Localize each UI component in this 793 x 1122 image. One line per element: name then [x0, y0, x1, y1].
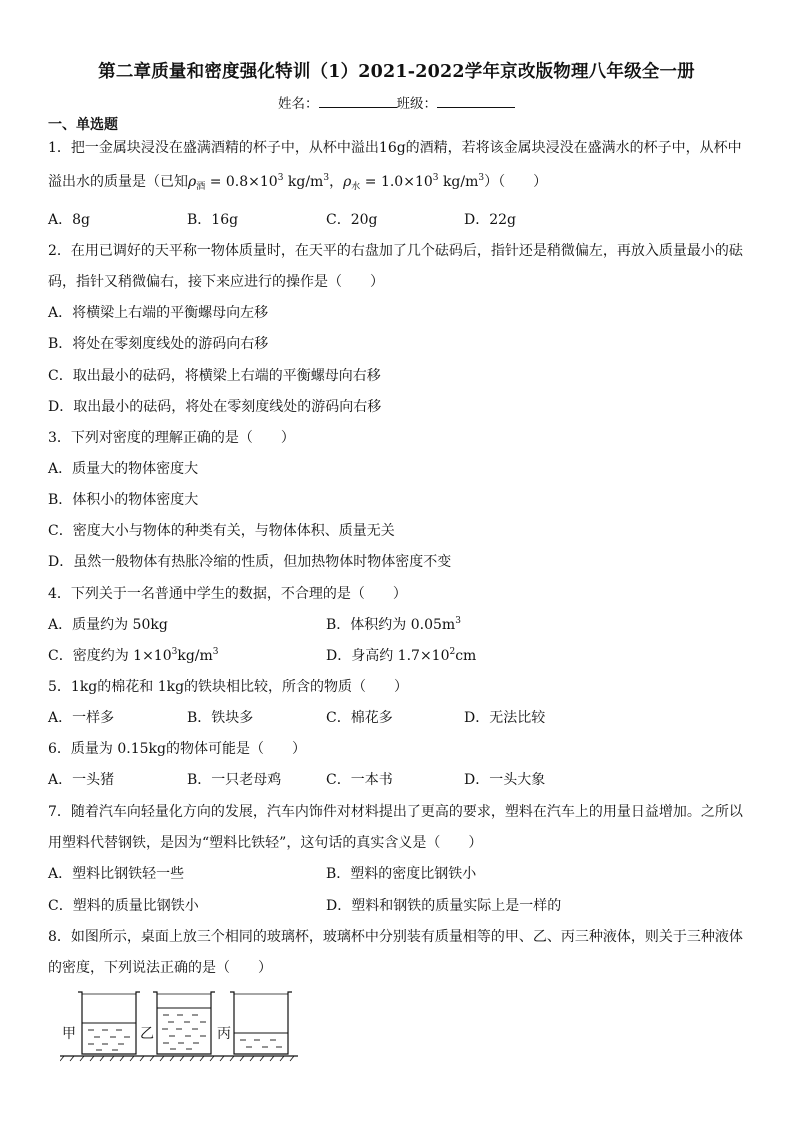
q4-option-b[interactable]: B．体积约为 $0.05m^3$ — [326, 616, 461, 633]
glass-jia — [78, 992, 140, 1054]
q7-option-a[interactable]: A．塑料比钢铁轻一些 — [48, 866, 185, 882]
page-title: 第二章质量和密度强化特训（1）2021-2022学年京改版物理八年级全一册 — [98, 62, 695, 82]
q5-option-d[interactable]: D．无法比较 — [464, 710, 546, 726]
q2-line-2: 码，指针又稍微偏右，接下来应进行的操作是（ ） — [48, 274, 384, 290]
q4-option-d[interactable]: D．身高约 $1.7\times 10^2cm$ — [326, 647, 477, 664]
q8-line-2: 的密度，下列说法正确的是（ ） — [48, 960, 272, 976]
q7-option-d[interactable]: D．塑料和钢铁的质量实际上是一样的 — [326, 898, 562, 914]
q1-option-a[interactable]: A．8g — [48, 212, 90, 228]
q1-formula: $\rho_酒 = 0.8\times 10^3$ $kg/m^3$，$\rho_水 = 1.0\times 10^3$ $kg/m^3$）（ ） — [188, 173, 548, 192]
name-blank[interactable] — [319, 95, 397, 108]
q7-option-c[interactable]: C．塑料的质量比钢铁小 — [48, 898, 199, 914]
q5-option-a[interactable]: A．一样多 — [48, 710, 115, 726]
q7-line-2: 用塑料代替钢铁，是因为“塑料比铁轻”，这句话的真实含义是（ ） — [48, 835, 483, 851]
name-label: 姓名： — [278, 96, 319, 112]
q1-line-2 — [48, 173, 547, 191]
q3-option-d[interactable]: D．虽然一般物体有热胀冷缩的性质，但加热物体时物体密度不变 — [48, 554, 452, 570]
section-heading: 一、单选题 — [48, 117, 118, 133]
q6-option-a[interactable]: A．一头猪 — [48, 772, 115, 788]
q2-option-b[interactable]: B．将处在零刻度线处的游码向右移 — [48, 336, 269, 352]
q1-option-d[interactable]: D．22g — [464, 212, 517, 228]
label-yi: 乙 — [140, 1026, 154, 1042]
q3-option-b[interactable]: B．体积小的物体密度大 — [48, 492, 199, 508]
q7-option-b[interactable]: B．塑料的密度比钢铁小 — [326, 866, 477, 882]
q5-option-c[interactable]: C．棉花多 — [326, 710, 393, 726]
q1-option-c[interactable]: C．20g — [326, 212, 378, 228]
q3-option-a[interactable]: A．质量大的物体密度大 — [48, 461, 199, 477]
q3-option-c[interactable]: C．密度大小与物体的种类有关，与物体体积、质量无关 — [48, 523, 395, 539]
q6-option-b[interactable]: B．一只老母鸡 — [187, 772, 282, 788]
glass-bing — [230, 992, 292, 1054]
q5-line-1: 5．1kg的棉花和 1kg的铁块相比较，所含的物质（ ） — [48, 679, 409, 695]
q4-option-a[interactable]: A．质量约为 50kg — [48, 617, 168, 633]
q7-line-1: 7．随着汽车向轻量化方向的发展，汽车内饰件对材料提出了更高的要求，塑料在汽车上的用量日益增加。之所以 — [48, 804, 743, 820]
student-info — [0, 92, 793, 112]
q1-line-2-text: 溢出水的质量是（已知 — [48, 174, 188, 190]
label-jia: 甲 — [62, 1026, 76, 1042]
label-bing: 丙 — [217, 1026, 231, 1042]
q2-option-a[interactable]: A．将横梁上右端的平衡螺母向左移 — [48, 305, 269, 321]
q5-option-b[interactable]: B．铁块多 — [187, 710, 254, 726]
q8-line-1: 8．如图所示，桌面上放三个相同的玻璃杯，玻璃杯中分别装有质量相等的甲、乙、丙三种液体，则关于三种液体 — [48, 929, 743, 945]
q2-option-c[interactable]: C．取出最小的砝码，将横梁上右端的平衡螺母向右移 — [48, 368, 381, 384]
q2-line-1: 2．在用已调好的天平称一物体质量时，在天平的右盘加了几个砝码后，指针还是稍微偏左，再放入质量最小的砝 — [48, 243, 743, 259]
q6-line-1: 6．质量为 0.15kg的物体可能是（ ） — [48, 741, 306, 757]
q1-line-1: 1．把一金属块浸没在盛满酒精的杯子中，从杯中溢出16g的酒精，若将该金属块浸没在盛满水的杯子中，从杯中 — [48, 140, 742, 156]
class-label: 班级： — [396, 96, 437, 112]
q6-option-d[interactable]: D．一头大象 — [464, 772, 546, 788]
class-blank[interactable] — [437, 95, 515, 108]
table-hatching — [60, 1056, 294, 1061]
q1-option-b[interactable]: B．16g — [187, 212, 239, 228]
q4-option-c[interactable]: C．密度约为 $1\times 10^3kg/m^3$ — [48, 647, 219, 664]
q4-line-1: 4．下列关于一名普通中学生的数据，不合理的是（ ） — [48, 586, 407, 602]
q3-line-1: 3．下列对密度的理解正确的是（ ） — [48, 430, 295, 446]
three-glasses-figure — [60, 986, 310, 1062]
q6-option-c[interactable]: C．一本书 — [326, 772, 393, 788]
glass-yi — [153, 992, 215, 1054]
q2-option-d[interactable]: D．取出最小的砝码，将处在零刻度线处的游码向右移 — [48, 399, 382, 415]
